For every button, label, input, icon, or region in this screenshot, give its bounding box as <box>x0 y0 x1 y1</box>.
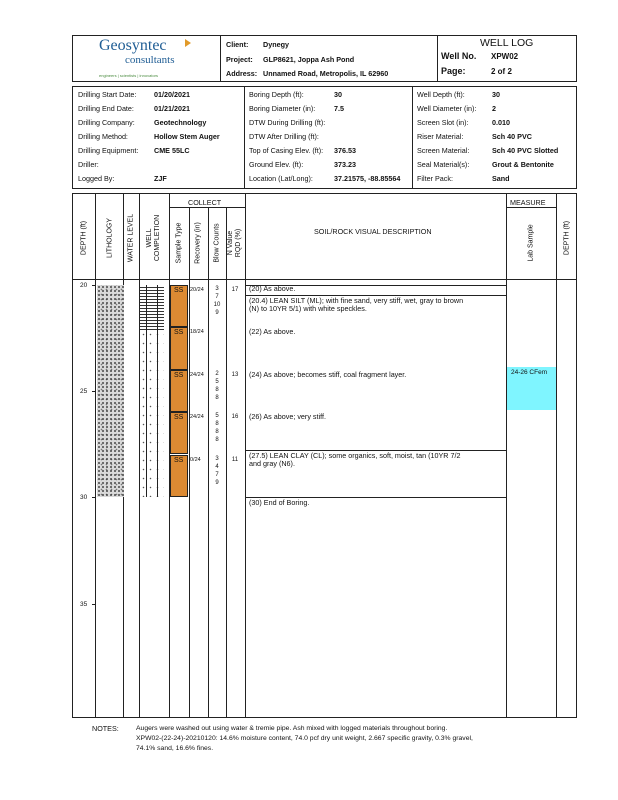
sample-recovery: 24/24 <box>190 414 204 420</box>
info-value: Sch 40 PVC Slotted <box>492 146 559 155</box>
info-divider-2 <box>412 86 413 189</box>
logo-tagline: engineers | scientists | innovators <box>99 73 158 78</box>
blow-count: 10 <box>213 302 221 308</box>
column-header-bottom <box>72 279 577 280</box>
description-line: (30) End of Boring. <box>249 498 310 507</box>
info-label: Drilling End Date: <box>78 104 134 113</box>
info-value: 01/20/2021 <box>154 90 190 99</box>
note-line: Augers were washed out using water & tremie pipe. Ash mixed with logged materials throughout boring. <box>136 725 448 732</box>
info-value: 30 <box>492 90 500 99</box>
depth-tick-label: 30 <box>80 494 88 501</box>
info-divider-1 <box>244 86 245 189</box>
blow-count: 8 <box>215 387 219 393</box>
logo-sub: consultants <box>125 54 175 66</box>
info-label: Riser Material: <box>417 132 464 141</box>
blow-count: 9 <box>215 310 219 316</box>
col-line-lab <box>556 193 557 718</box>
depth-tick-label: 20 <box>80 282 88 289</box>
page-label: Page: <box>441 66 466 76</box>
blow-count: 3 <box>215 456 219 462</box>
description-line: (22) As above. <box>249 327 296 336</box>
info-label: DTW After Drilling (ft): <box>249 132 319 141</box>
description-line: (20) As above. <box>249 284 296 293</box>
blow-count: 2 <box>215 371 219 377</box>
header-measure: MEASURE <box>510 198 546 207</box>
info-value: 2 <box>492 104 496 113</box>
well-casing-right <box>157 330 158 497</box>
info-label: Boring Depth (ft): <box>249 90 304 99</box>
sample-recovery: 0/24 <box>190 457 201 463</box>
blow-count: 8 <box>215 437 219 443</box>
logo-name: Geosyntec <box>99 37 167 54</box>
header-divider-2 <box>437 35 438 82</box>
description-line: (20.4) LEAN SILT (ML); with fine sand, very stiff, wet, gray to brown <box>249 296 464 305</box>
header-depth-right: DEPTH (ft) <box>563 220 571 256</box>
info-value: Grout & Bentonite <box>492 160 554 169</box>
lab-sample-value: 24-26 CFem <box>511 369 548 376</box>
info-value: 30 <box>334 90 342 99</box>
address-value: Unnamed Road, Metropolis, IL 62960 <box>263 69 389 78</box>
blow-count: 5 <box>215 413 219 419</box>
sample-type: SS <box>174 287 184 294</box>
depth-tick-mark <box>92 497 96 498</box>
sample-type: SS <box>174 329 184 336</box>
description-line: (26) As above; very stiff. <box>249 412 326 421</box>
header-divider-1 <box>220 35 221 82</box>
address-label: Address: <box>226 69 258 78</box>
col-line-desc <box>506 193 507 718</box>
info-label: Drilling Start Date: <box>78 90 137 99</box>
depth-tick-label: 35 <box>80 601 88 608</box>
info-value: Sand <box>492 174 510 183</box>
description-line: (N) to 10YR 5/1) with white speckles. <box>249 304 367 313</box>
notes-label: NOTES: <box>92 724 119 733</box>
header-blow-counts: Blow Counts <box>213 223 221 263</box>
info-value: ZJF <box>154 174 167 183</box>
depth-tick-mark <box>92 285 96 286</box>
header-collect: COLLECT <box>188 198 222 207</box>
depth-tick-mark <box>92 604 96 605</box>
info-value: 01/21/2021 <box>154 104 190 113</box>
sample-recovery: 24/24 <box>190 372 204 378</box>
header-lab-sample: Lab Sample <box>527 224 535 262</box>
blow-count: 8 <box>215 421 219 427</box>
page-value: 2 of 2 <box>491 67 512 76</box>
blow-count: 8 <box>215 395 219 401</box>
blow-count: 4 <box>215 464 219 470</box>
info-label: Boring Diameter (in): <box>249 104 316 113</box>
col-line-recovery <box>208 207 209 718</box>
sample-recovery: 18/24 <box>190 329 204 335</box>
header-description: SOIL/ROCK VISUAL DESCRIPTION <box>314 227 432 236</box>
info-value: 376.53 <box>334 146 356 155</box>
depth-tick-mark <box>92 391 96 392</box>
info-label: Location (Lat/Long): <box>249 174 313 183</box>
info-label: Logged By: <box>78 174 115 183</box>
info-value: Sch 40 PVC <box>492 132 532 141</box>
description-line: and gray (N6). <box>249 459 295 468</box>
well-casing-left <box>146 330 147 497</box>
info-value: CME 55LC <box>154 146 190 155</box>
info-value: 7.5 <box>334 104 344 113</box>
info-value: 37.21575, -88.85564 <box>334 174 401 183</box>
depth-tick-label: 25 <box>80 388 88 395</box>
blow-count: 3 <box>215 286 219 292</box>
header-sample-type: Sample Type <box>175 222 183 264</box>
info-value: 0.010 <box>492 118 510 127</box>
well-screen <box>140 285 164 330</box>
project-label: Project: <box>226 55 253 64</box>
info-label: Screen Slot (in): <box>417 118 469 127</box>
info-label: Drilling Equipment: <box>78 146 139 155</box>
blow-count: 9 <box>215 480 219 486</box>
client-label: Client: <box>226 40 249 49</box>
info-label: Drilling Method: <box>78 132 128 141</box>
info-label: Well Depth (ft): <box>417 90 465 99</box>
blow-count: 8 <box>215 429 219 435</box>
info-label: Well Diameter (in): <box>417 104 477 113</box>
client-value: Dynegy <box>263 40 289 49</box>
well-label: Well No. <box>441 51 477 61</box>
header-lithology: LITHOLOGY <box>106 217 114 259</box>
measure-header-line <box>506 207 556 208</box>
well-filter-pack <box>140 330 164 497</box>
col-line-blows <box>226 207 227 718</box>
well-value: XPW02 <box>491 52 519 61</box>
header-well-completion: WELL COMPLETION <box>146 214 161 262</box>
sample-recovery: 20/24 <box>190 287 204 293</box>
n-value: 11 <box>231 457 239 463</box>
logo-triangle-icon <box>185 39 191 47</box>
info-label: Filter Pack: <box>417 174 453 183</box>
description-line: (24) As above; becomes stiff, coal fragment layer. <box>249 370 407 379</box>
col-line-depth <box>95 193 96 718</box>
project-value: GLP8621, Joppa Ash Pond <box>263 55 355 64</box>
info-value: Geotechnology <box>154 118 207 127</box>
collect-header-line <box>169 207 245 208</box>
info-label: Ground Elev. (ft): <box>249 160 304 169</box>
sample-type: SS <box>174 457 184 464</box>
n-value: 16 <box>231 414 239 420</box>
note-line: 74.1% sand, 16.6% fines. <box>136 745 214 752</box>
blow-count: 5 <box>215 379 219 385</box>
header-recovery: Recovery (in) <box>194 222 202 264</box>
n-value: 13 <box>231 372 239 378</box>
company-logo <box>95 37 205 79</box>
n-value: 17 <box>231 287 239 293</box>
header-depth: DEPTH (ft) <box>80 220 88 256</box>
sample-type: SS <box>174 414 184 421</box>
info-label: Screen Material: <box>417 146 470 155</box>
header-n-value: N Value RQD (%) <box>227 228 242 258</box>
sample-type: SS <box>174 372 184 379</box>
blow-count: 7 <box>215 472 219 478</box>
note-line: XPW02-(22-24)-20210120: 14.6% moisture content, 74.0 pcf dry unit weight, 2.667 specific gravity, 0.3% gravel, <box>136 735 473 742</box>
info-label: Driller: <box>78 160 99 169</box>
info-label: Seal Material(s): <box>417 160 470 169</box>
info-value: Hollow Stem Auger <box>154 132 220 141</box>
col-line-n <box>245 193 246 718</box>
description-line: (27.5) LEAN CLAY (CL); some organics, soft, moist, tan (10YR 7/2 <box>249 451 461 460</box>
blow-count: 7 <box>215 294 219 300</box>
info-value: 373.23 <box>334 160 356 169</box>
info-label: Drilling Company: <box>78 118 135 127</box>
page-title: WELL LOG <box>480 37 534 49</box>
info-label: Top of Casing Elev. (ft): <box>249 146 324 155</box>
header-water-level: WATER LEVEL <box>127 213 135 263</box>
info-label: DTW During Drilling (ft): <box>249 118 326 127</box>
lithology-silt-sand <box>97 285 124 497</box>
